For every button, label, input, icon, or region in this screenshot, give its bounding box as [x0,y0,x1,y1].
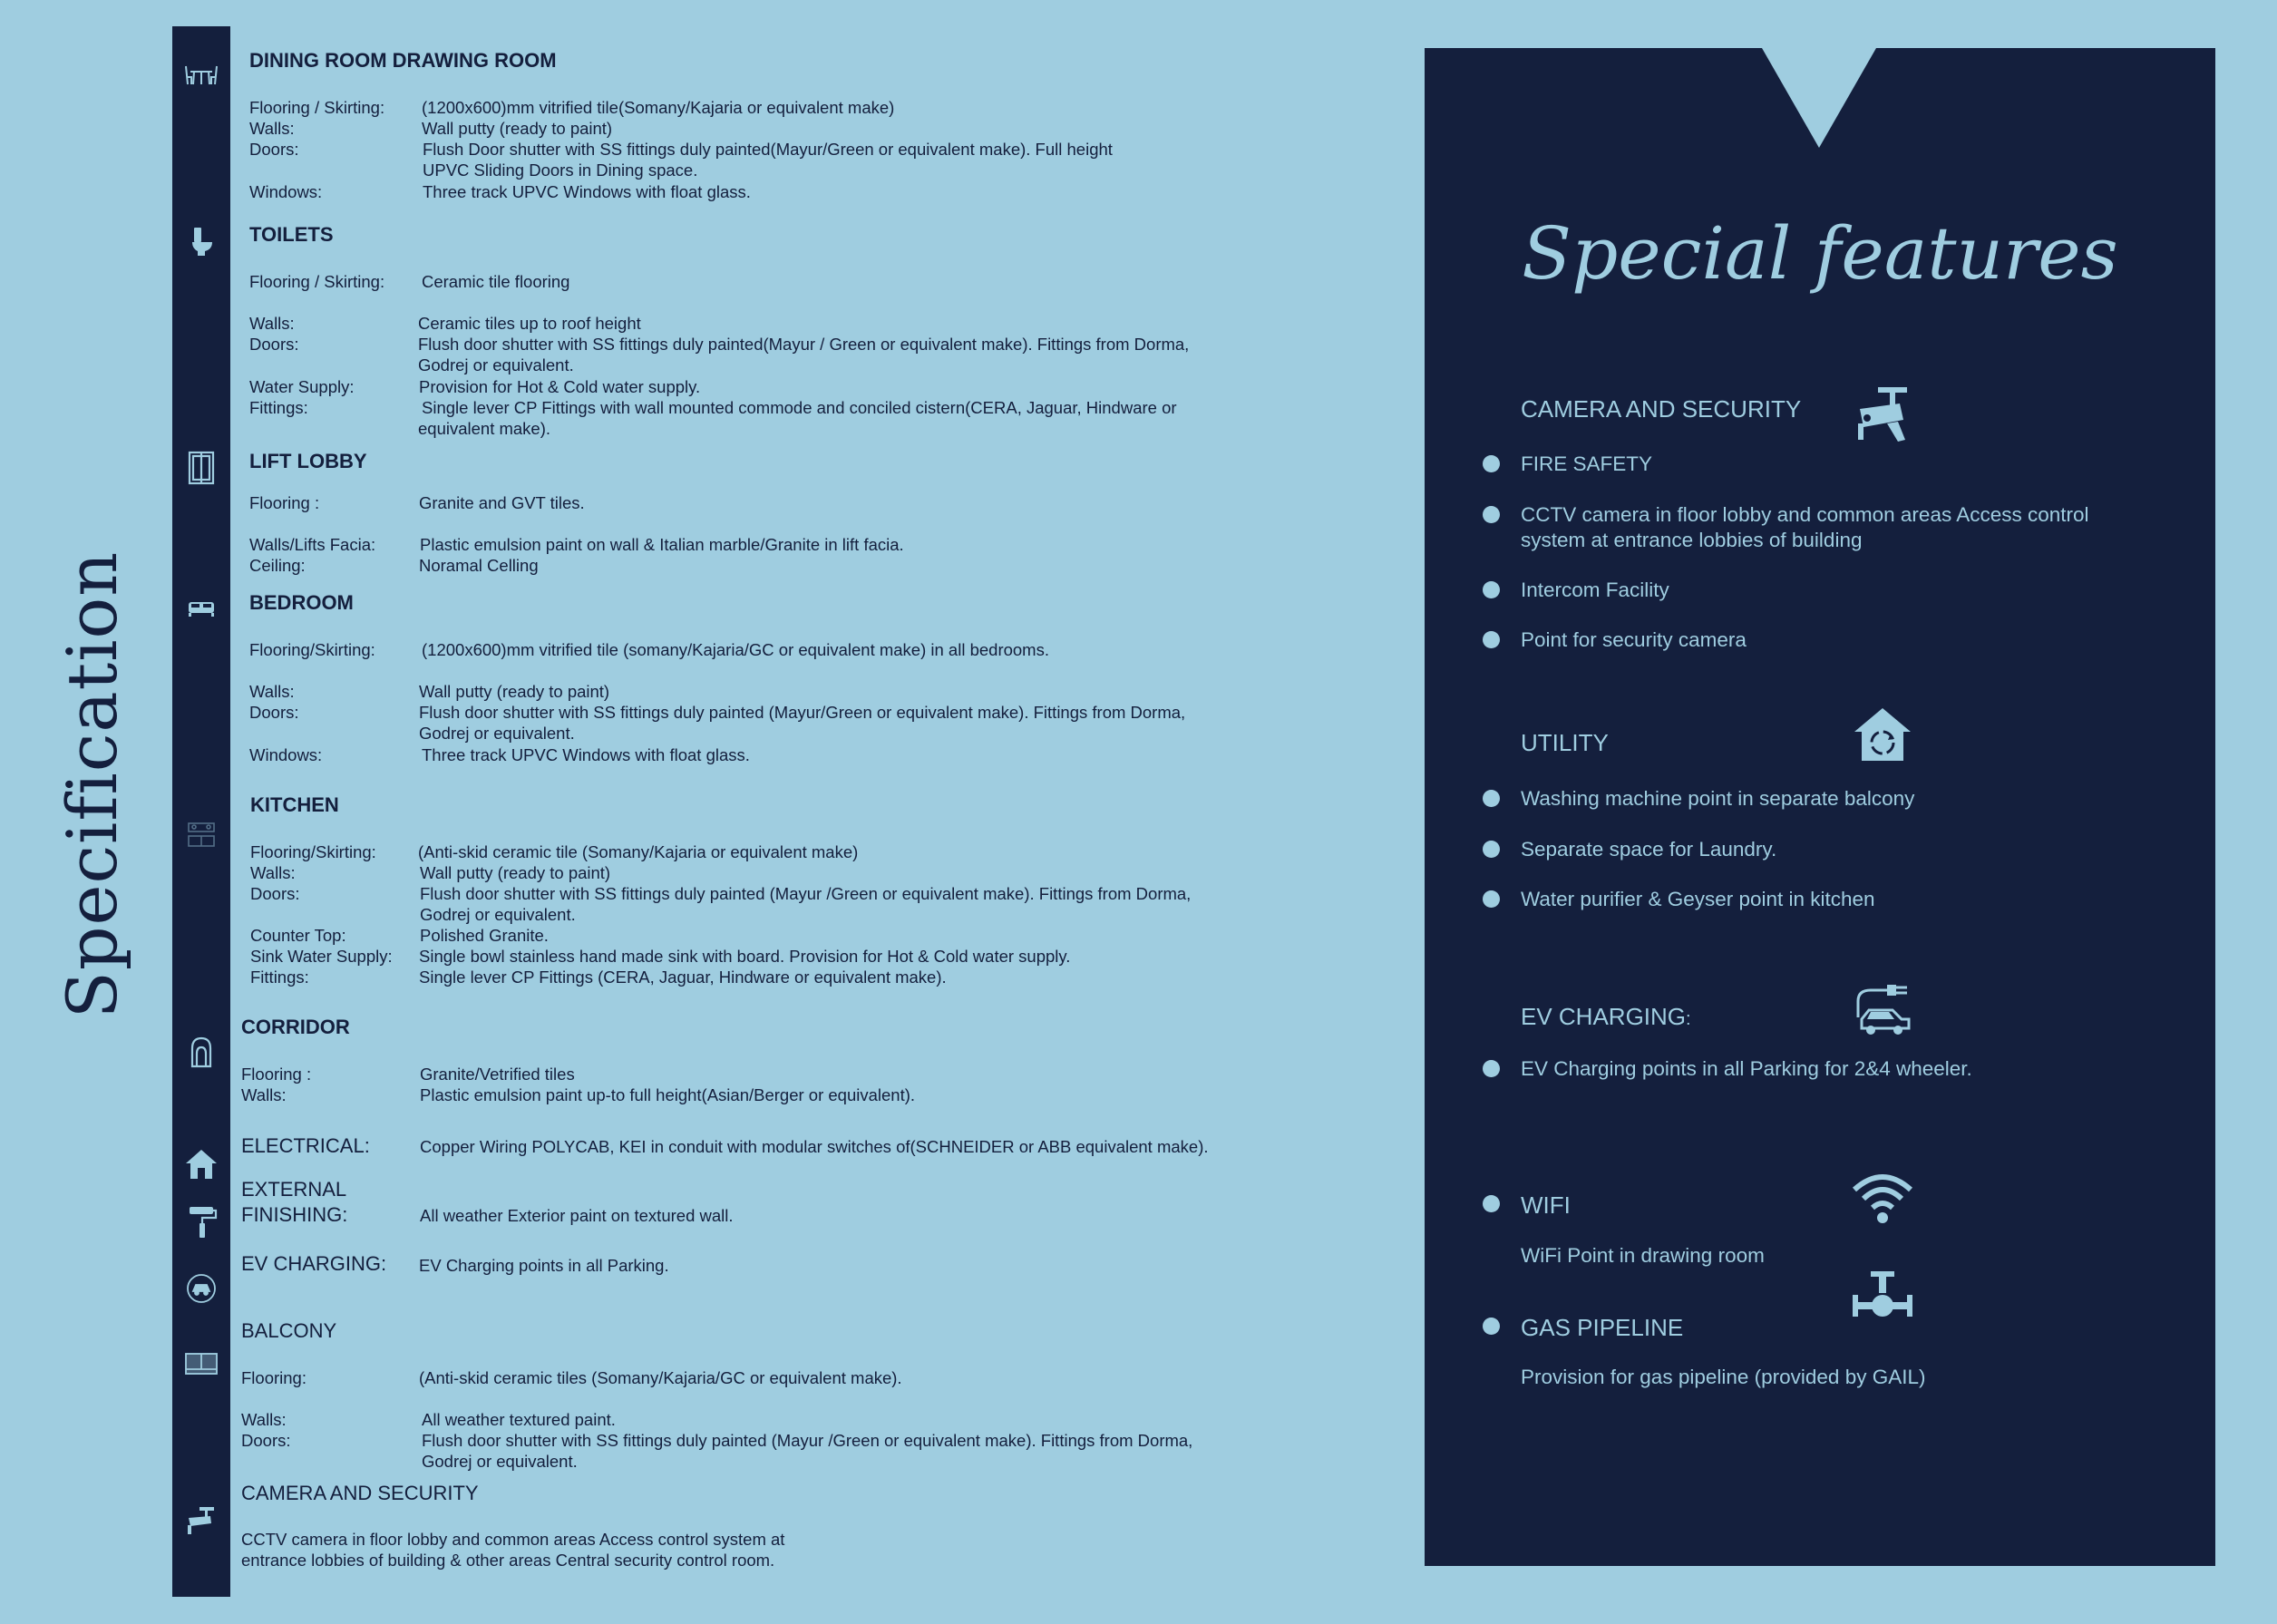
bullet-dot [1483,841,1500,858]
external-finishing-value: All weather Exterior paint on textured wall. [420,1206,734,1225]
bed-icon [172,588,230,627]
section-title-corridor: CORRIDOR [241,1016,350,1038]
paint-roller-icon [172,1203,230,1241]
section-title-toilets: TOILETS [249,223,334,246]
ev-charging-car-icon [1851,977,1914,1041]
bullet-dot [1483,890,1500,908]
special-features-panel [1425,48,2215,1566]
feature-text: WiFi Point in drawing room [1521,1244,1765,1267]
icon-strip [172,26,230,1597]
page-title: Specification [52,550,133,1018]
gas-valve-icon [1851,1268,1914,1331]
lift-door-icon [172,449,230,487]
section-title-ev-charging: EV CHARGING: [241,1252,387,1275]
balcony-icon [172,1344,230,1382]
bullet-dot [1483,790,1500,807]
feature-heading-ev: EV CHARGING: [1521,1003,1691,1030]
toilet-icon [172,223,230,261]
home-icon [172,1145,230,1183]
section-title-finishing: FINISHING: [241,1203,348,1226]
bullet-dot [1483,1195,1500,1212]
section-title-bedroom: BEDROOM [249,591,354,614]
feature-item: Point for security camera [1521,628,1747,651]
section-title-balcony: BALCONY [241,1319,337,1342]
camera-paragraph-line: entrance lobbies of building & other areas Central security control room. [241,1551,775,1570]
cctv-icon [1851,385,1914,449]
feature-item: CCTV camera in floor lobby and common areas Access control system at entrance lobbies of building [1521,503,2089,551]
kitchen-icon [172,815,230,853]
feature-heading-wifi: WIFI [1521,1191,1571,1219]
panel-notch [1762,48,1876,148]
feature-item: FIRE SAFETY [1521,452,1653,475]
recycle-home-icon [1851,703,1914,766]
bullet-dot [1483,631,1500,648]
wifi-icon [1851,1170,1914,1233]
bullet-dot [1483,1318,1500,1335]
bullet-dot [1483,506,1500,523]
camera-paragraph-line: CCTV camera in floor lobby and common areas Access control system at [241,1530,785,1549]
bullet-dot [1483,1060,1500,1077]
feature-item: Water purifier & Geyser point in kitchen [1521,888,1875,910]
arch-icon [172,1033,230,1071]
section-title-lift-lobby: LIFT LOBBY [249,450,367,472]
section-title-kitchen: KITCHEN [250,793,339,816]
feature-item: Intercom Facility [1521,579,1669,601]
dining-table-icon [172,56,230,94]
ev-car-icon [172,1269,230,1308]
feature-heading-camera: CAMERA AND SECURITY [1521,395,1802,423]
bullet-dot [1483,581,1500,598]
feature-item: Washing machine point in separate balcony [1521,787,1915,810]
feature-heading-gas: GAS PIPELINE [1521,1314,1684,1341]
cctv-icon [172,1502,230,1541]
electrical-value: Copper Wiring POLYCAB, KEI in conduit with modular switches of(SCHNEIDER or ABB equivalent make). [420,1137,1209,1156]
feature-heading-utility: UTILITY [1521,729,1609,756]
section-title-electrical: ELECTRICAL: [241,1134,370,1157]
feature-item: Separate space for Laundry. [1521,838,1777,861]
page-title-vertical [47,550,138,1018]
bullet-dot [1483,455,1500,472]
section-title-camera: CAMERA AND SECURITY [241,1482,479,1504]
features-title: Special features [1522,211,2118,296]
section-title-dining: DINING ROOM DRAWING ROOM [249,49,557,72]
ev-charging-value: EV Charging points in all Parking. [419,1256,669,1275]
section-title-external: EXTERNAL [241,1178,347,1201]
feature-text: Provision for gas pipeline (provided by GAIL) [1521,1366,1926,1388]
feature-item: EV Charging points in all Parking for 2&4 wheeler. [1521,1057,1972,1080]
